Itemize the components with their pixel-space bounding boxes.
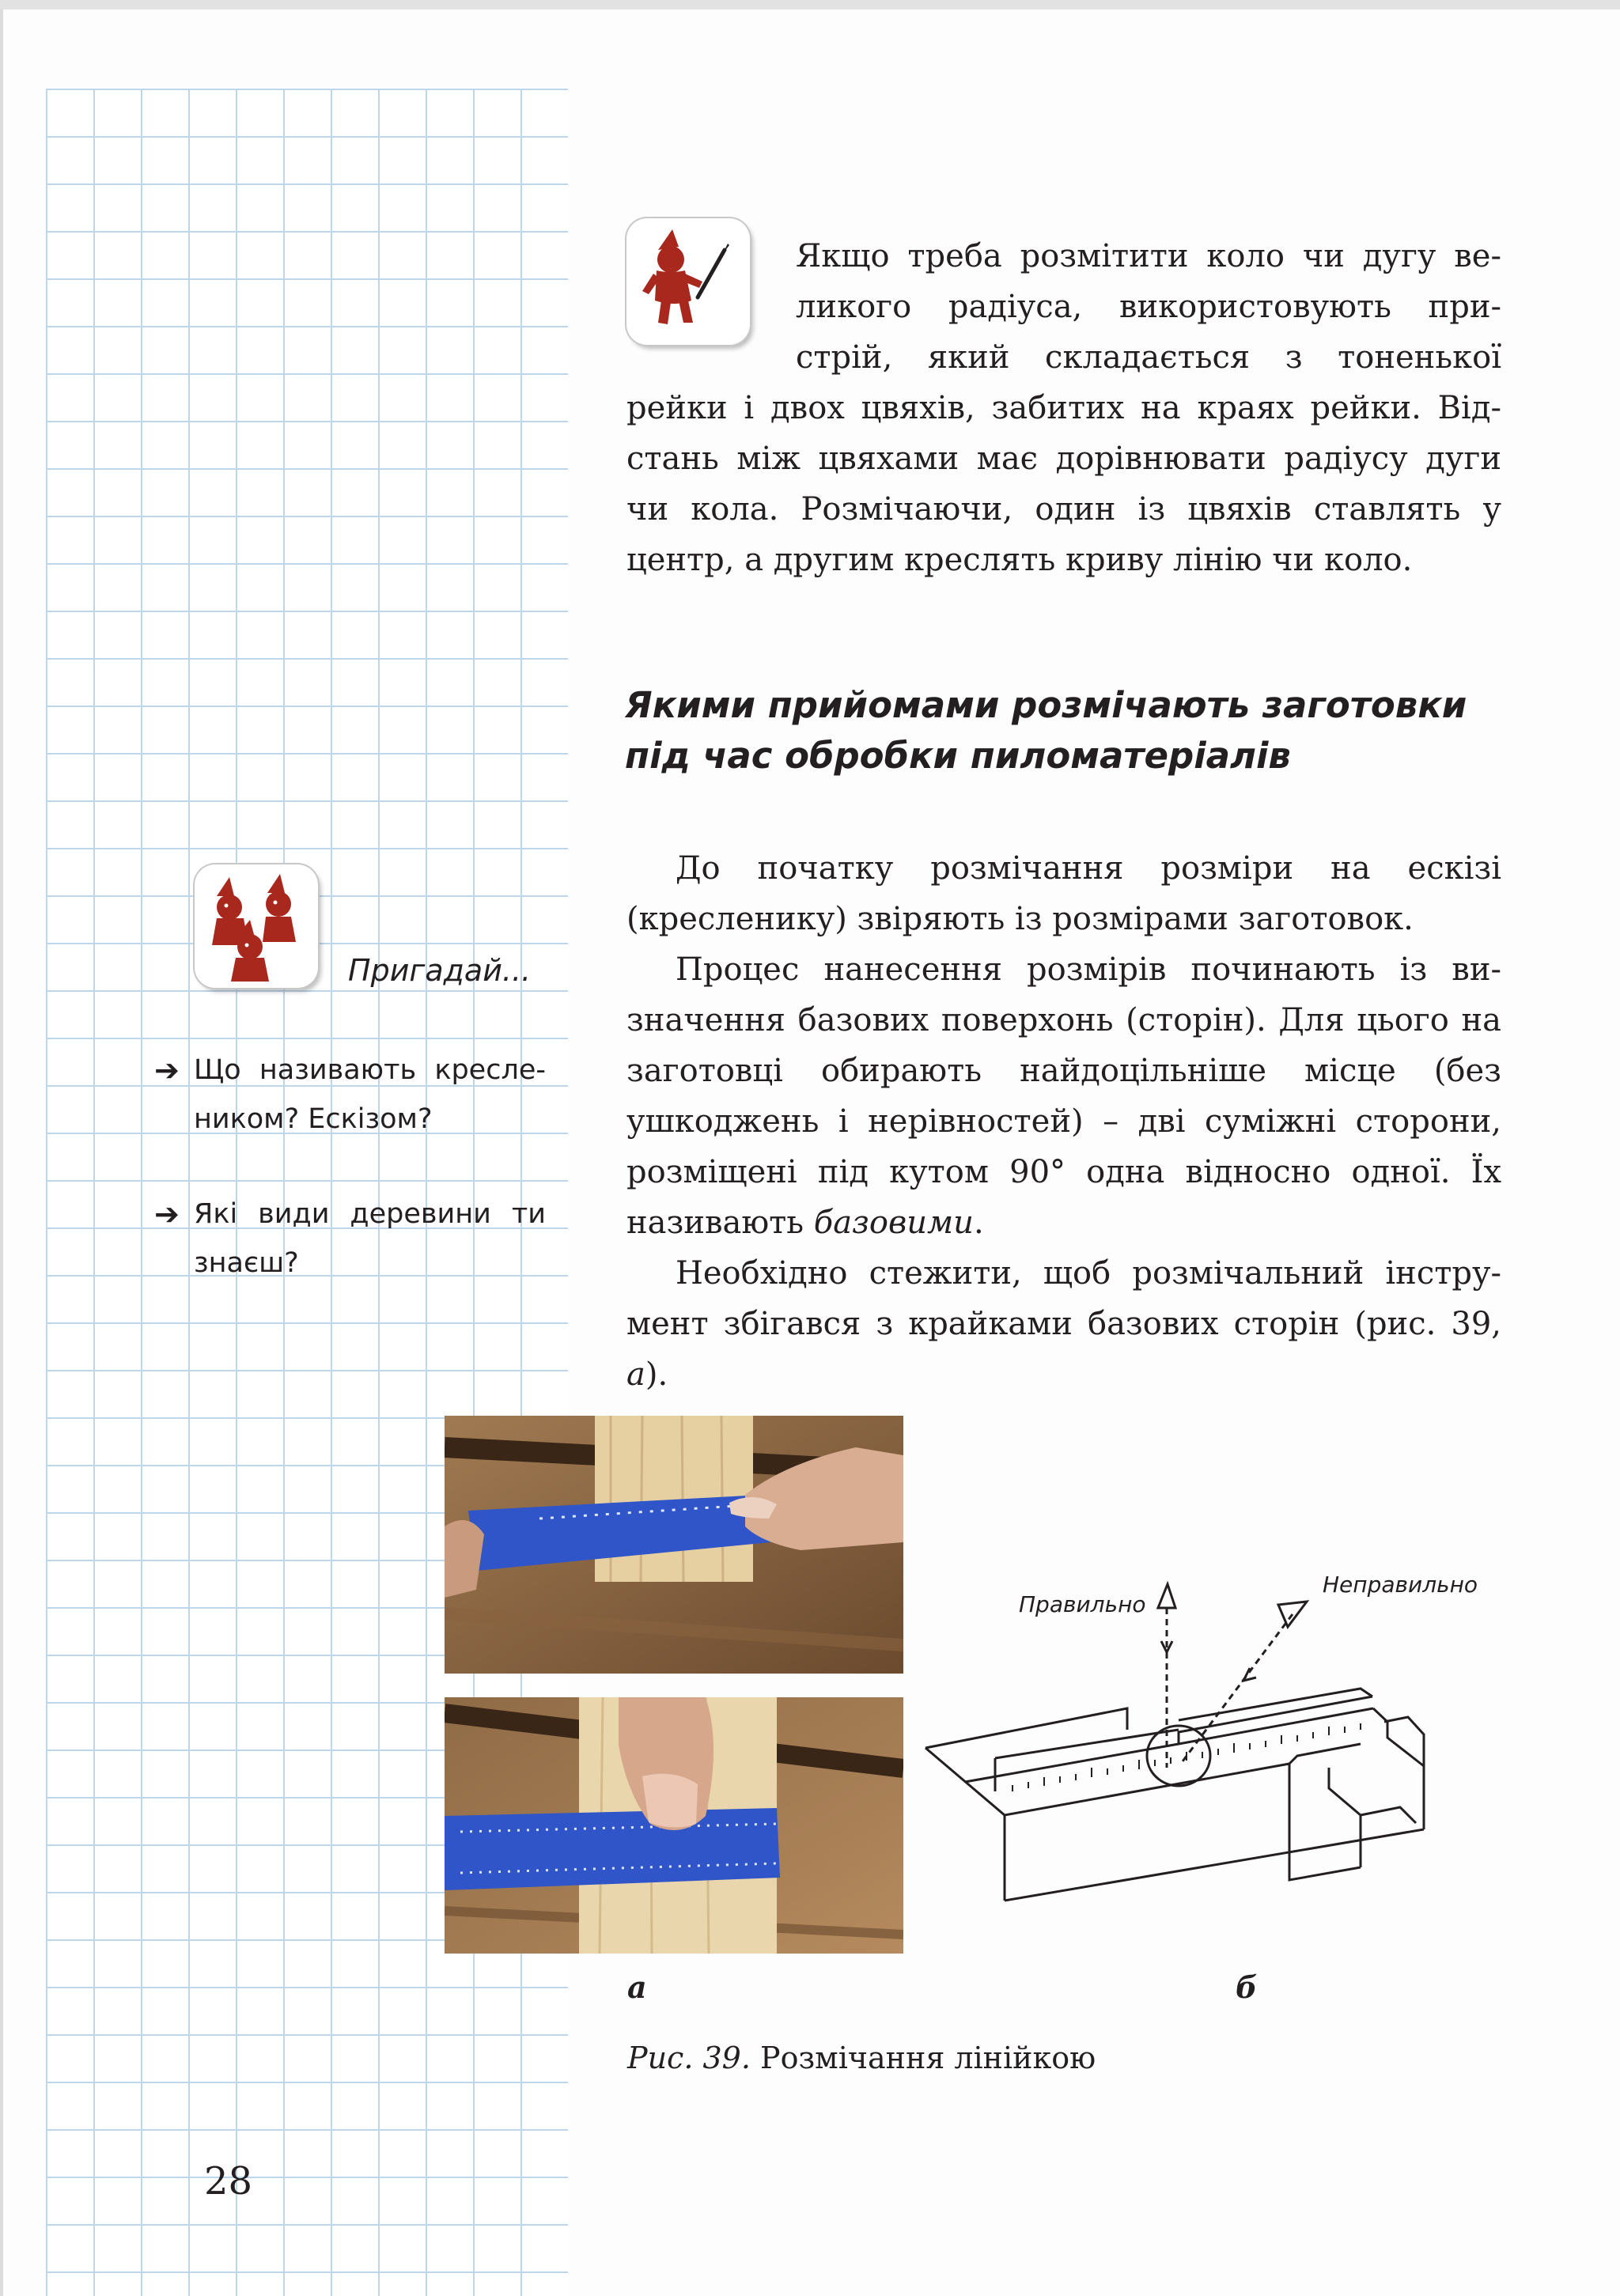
intro-rest: рейки і двох цвяхів, забитих на краях рейки. Відстань між цвяхами має дорівнювати радіусу дуги чи кола. Розмічаючи, один із цвяхів ставлять у центр, а другим креслять криву лінію чи коло. — [626, 390, 1501, 578]
paragraph-3-end: ). — [645, 1356, 668, 1393]
paragraph-3-text: Необхідно стежити, щоб розмічальний інструмент збігався з крайками базових сторін (рис. 39, — [626, 1255, 1501, 1342]
question-item-1 — [154, 1046, 546, 1144]
remember-gnomes-icon — [195, 864, 318, 988]
caption-ref: Рис. 39. — [627, 2041, 751, 2075]
remember-label: Пригадай... — [348, 953, 532, 988]
paragraph-2-italic: базовими — [813, 1205, 974, 1241]
intro-line-2: ликого радіуса, використовують при- — [796, 289, 1501, 325]
paragraph-2-end: . — [973, 1205, 984, 1241]
ruler-diagram — [918, 1554, 1519, 1965]
photo-ruler-bottom — [445, 1697, 903, 1954]
page-number: 28 — [204, 2159, 253, 2203]
label-incorrect: Неправильно — [1323, 1572, 1478, 1598]
question-2-text: Які види деревини ти знаєш? — [194, 1198, 546, 1279]
paragraph-3 — [626, 1248, 1501, 1400]
paragraph-3-italic: а — [626, 1356, 645, 1393]
question-1-text: Що називають креслеником? Ескізом? — [194, 1054, 546, 1135]
photo-ruler-top — [445, 1416, 903, 1674]
section-heading: Якими прийомами розмічають заготовки під час обробки пиломатеріалів — [625, 684, 1467, 777]
top-border — [0, 0, 1620, 9]
main-text — [626, 843, 1501, 1400]
label-correct: Правильно — [1019, 1591, 1146, 1617]
figure-letter-b: б — [1236, 1969, 1258, 2005]
intro-line-3: стрій, який складається з тоненької — [796, 339, 1501, 376]
figure-letter-a: а — [627, 1969, 647, 2005]
question-item-2 — [154, 1190, 546, 1288]
arrow-right-icon: ➔ — [154, 1197, 180, 1231]
intro-paragraph — [626, 231, 1501, 585]
paragraph-1: До початку розмічання розміри на ескізі (кресленику) звіряють із розмірами заготовок. — [626, 850, 1501, 937]
left-border — [0, 9, 3, 2296]
paragraph-2 — [626, 944, 1501, 1248]
intro-line-1: Якщо треба розмітити коло чи дугу ве- — [796, 238, 1501, 274]
paragraph-2-text: Процес нанесення розмірів починають із визначення базових поверхонь (сторін). Для цього на заготовці обирають найдоцільніше місце (без ушкоджень і нерівностей) – дві суміжні сторони, розміщені під кутом 90° одна відносно одної. Їх називають — [626, 951, 1501, 1241]
figure-caption — [627, 2041, 1096, 2075]
arrow-right-icon: ➔ — [154, 1053, 180, 1087]
caption-text: Розмічання лінійкою — [750, 2041, 1096, 2075]
